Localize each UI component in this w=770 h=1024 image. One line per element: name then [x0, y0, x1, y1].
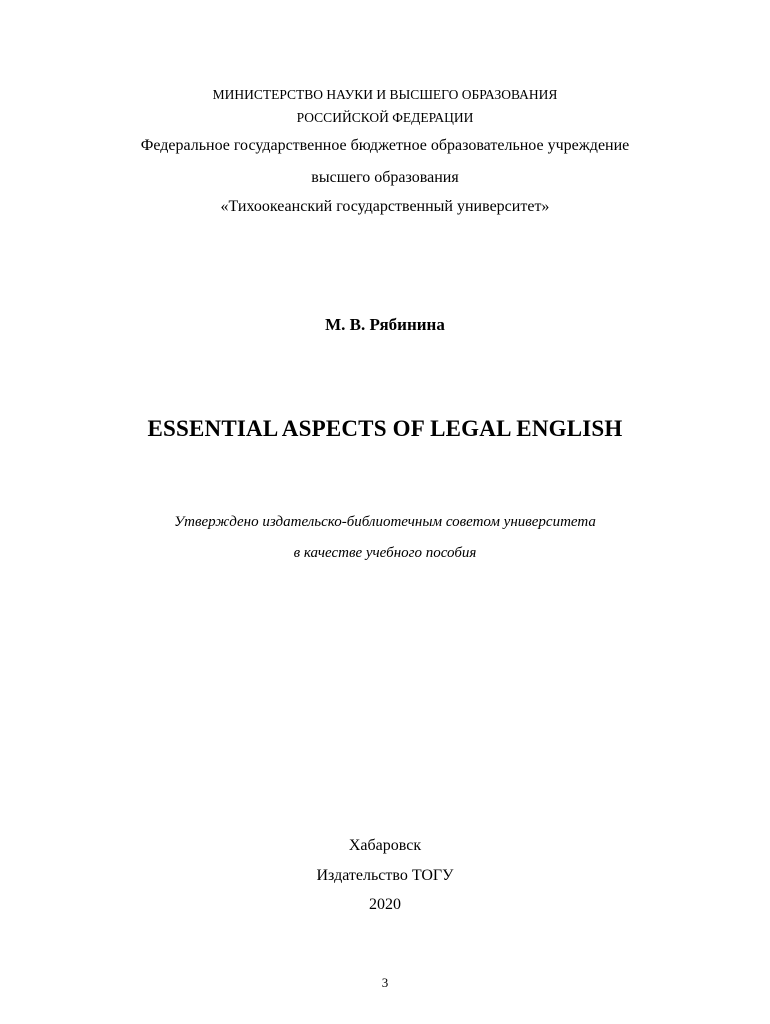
- institution-line-3: «Тихоокеанский государственный университет»: [220, 198, 550, 215]
- ministry-line-2: РОССИЙСКОЙ ФЕДЕРАЦИИ: [296, 110, 474, 125]
- approval-line-2: в качестве учебного пособия: [293, 545, 477, 561]
- page-number: 3: [381, 975, 389, 990]
- imprint-publisher: Издательство ТОГУ: [316, 867, 454, 884]
- imprint-city: Хабаровск: [348, 837, 422, 854]
- author-name: М. В. Рябинина: [325, 315, 445, 334]
- approval-line-1: Утверждено издательско-библиотечным советом университета: [174, 514, 596, 530]
- ministry-line-1: МИНИСТЕРСТВО НАУКИ И ВЫСШЕГО ОБРАЗОВАНИЯ: [212, 87, 558, 102]
- book-title: ESSENTIAL ASPECTS OF LEGAL ENGLISH: [147, 416, 623, 441]
- institution-line-2: высшего образования: [311, 169, 459, 186]
- institution-line-1: Федеральное государственное бюджетное образовательное учреждение: [140, 137, 630, 154]
- imprint-year: 2020: [369, 896, 401, 913]
